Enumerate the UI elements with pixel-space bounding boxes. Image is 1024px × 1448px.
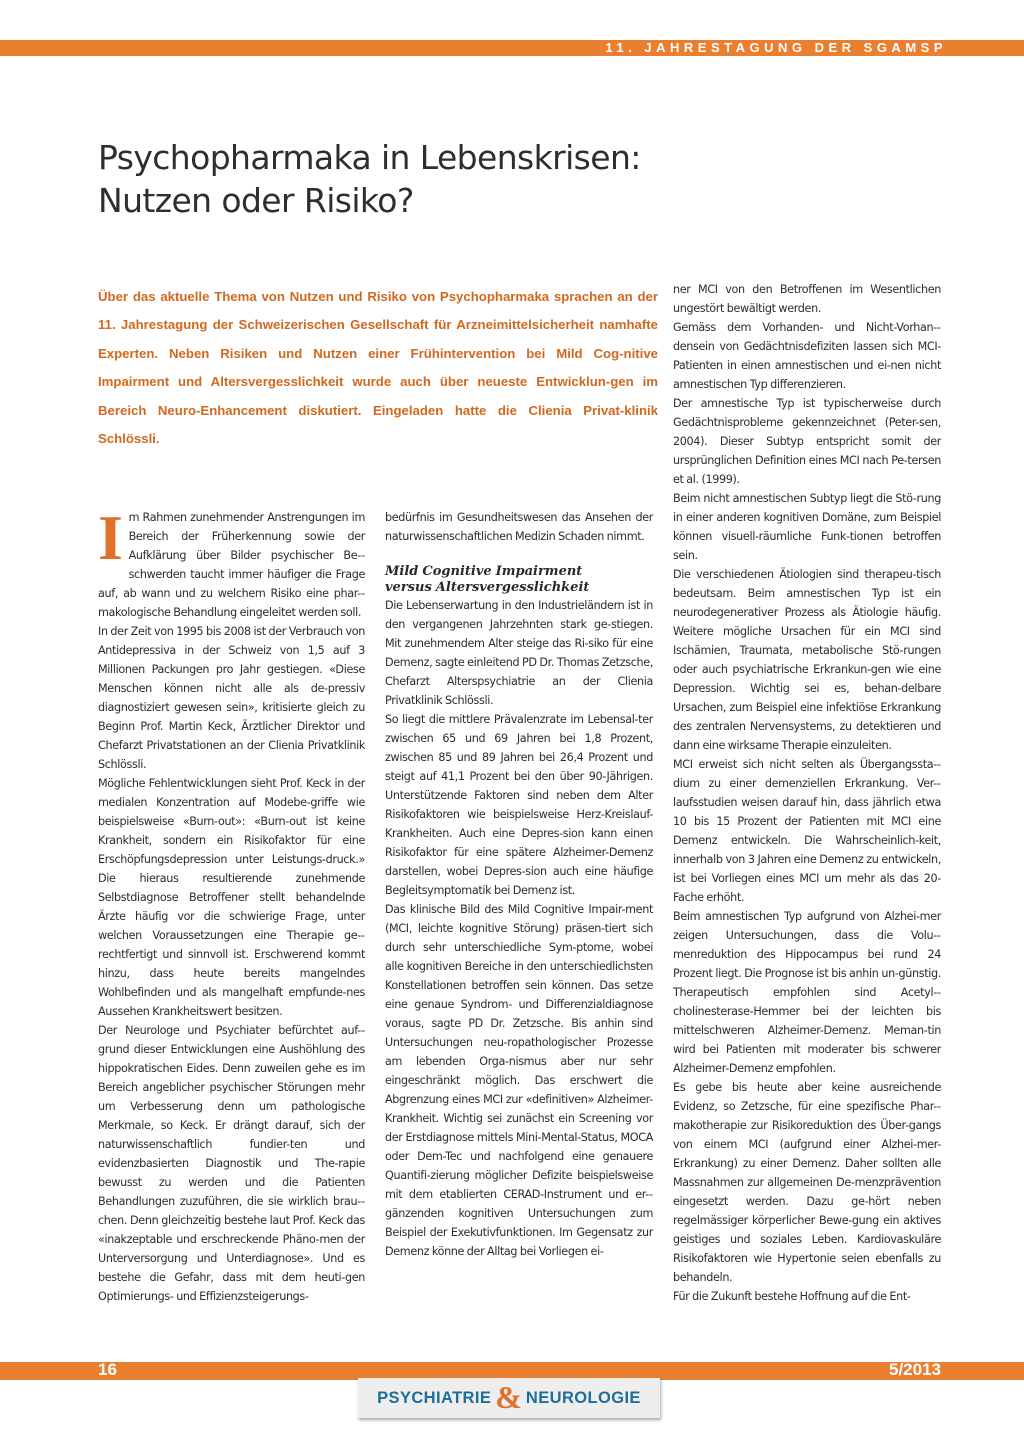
paragraph: MCI erweist sich nicht selten als Übergangssta-dium zu einer demenziellen Erkrankung. Ver-laufsstudien weisen darauf hin, dass jährlich etwa 10 bis 15 Prozent der Patienten mit MCI eine Demenz entwickeln. Die Wahrscheinlich-keit, innerhalb von 3 Jahren eine Demenz zu entwickeln, ist bei Vorliegen eines MCI um mehr als das 20-Fache erhöht. (673, 758, 941, 904)
text-column-1 (98, 502, 365, 1306)
section-subheading-line-2: versus Altersvergesslichkeit (385, 580, 590, 595)
paragraph: Der Neurologe und Psychiater befürchtet auf-grund dieser Entwicklungen eine Aushöhlung des hippokratischen Eides. Denn zuweilen gehe es im Bereich angeblicher psychischer Störungen mehr um Verbesserung denn um pathologische Merkmale, so Keck. Er drängt darauf, sich der naturwissenschaftlich fundier-ten und evidenzbasierten Diagnostik und The-rapie bewusst zu werden und die Patienten Behandlungen zuzuführen, die sie wirklich brau-chen. Denn gleichzeitig bestehe laut Prof. Keck das «inakzeptable und erschreckende Phäno-men der Unterversorgung und Unterdiagnose». Und es bestehe die Gefahr, dass mit dem heuti-gen Optimierungs- und Effizienzsteigerungs- (98, 1024, 365, 1303)
paragraph (98, 502, 365, 622)
paragraph: Mögliche Fehlentwicklungen sieht Prof. Keck in der medialen Konzentration auf Modebe-griffe wie beispielsweise «Burn-out»: «Burn-out ist keine Krankheit, sondern ein Risikofaktor für eine Erschöpfungsdepression unter Leistungs-druck.» Die hieraus resultierende zunehmende Selbstdiagnose Betroffener stellt behandelnde Ärzte häufig vor die schwierige Frage, unter welchen Voraussetzungen eine Therapie ge-rechtfertigt und sinnvoll ist. Erschwerend kommt hinzu, dass heute bereits mangelndes Wohlbefinden und als mangelhaft empfunde-nes Aussehen Krankheitswert besitzen. (98, 777, 365, 1018)
paragraph: So liegt die mittlere Prävalenzrate im Lebensal-ter zwischen 65 und 69 Jahren bei 1,8 Prozent, zwischen 85 und 89 Jahren bei 26,4 Prozent und steigt auf 41,1 Prozent bei den über 90-Jährigen. Unterstützende Faktoren sind neben dem Alter Risikofaktoren wie beispielsweise Herz-Kreislauf-Krankheiten. Auch eine Depres-sion kann einen Risikofaktor für eine spätere Alzheimer-Demenz darstellen, wobei Depres-sion auch eine häufige Begleitsymptomatik bei Demenz ist. (385, 713, 653, 897)
paragraph: Der amnestische Typ ist typischerweise durch Gedächtnisprobleme gekennzeichnet (Peter-sen, 2004). Dieser Subtyp entspricht somit der ursprünglichen Definition eines MCI nach Pe-tersen et al. (1999). (673, 397, 941, 486)
text-column-3 (673, 280, 941, 1306)
paragraph: bedürfnis im Gesundheitswesen das Ansehen der naturwissenschaftlichen Medizin Schaden nimmt. (385, 511, 653, 543)
drop-cap: I (98, 502, 123, 573)
paragraph: Gemäss dem Vorhanden- und Nicht-Vorhan-densein von Gedächtnisdefiziten lassen sich MCI-Patienten in einen amnestischen und ei-nen nicht amnestischen Typ differenzieren. (673, 321, 941, 391)
paragraph: Für die Zukunft bestehe Hoffnung auf die Ent- (673, 1290, 911, 1303)
article-lead: Über das aktuelle Thema von Nutzen und Risiko von Psychopharmaka sprachen an der 11. Jahrestagung der Schweizerischen Gesellschaft für Arzneimittelsicherheit namhafte Experten. Neben Risiken und Nutzen einer Frühintervention bei Mild Cog-nitive Impairment und Altersvergesslichkeit wurde auch über neueste Entwicklun-gen im Bereich Neuro-Enhancement diskutiert. Eingeladen hatte die Clienia Privat-klinik Schlössli. (98, 289, 658, 447)
paragraph-text: m Rahmen zunehmender Anstrengungen im Bereich der Früherkennung sowie der Aufklärung über Bilder psychischer Be-schwerden taucht immer häufiger die Frage auf, ab wann und zu welchem Risiko eine phar-makologische Behandlung eingeleitet werden soll. (98, 511, 365, 619)
paragraph: In der Zeit von 1995 bis 2008 ist der Verbrauch von Antidepressiva in der Schweiz von 1,5 auf 3 Millionen Packungen pro Jahr gestiegen. «Diese Menschen können nicht alle als de-pressiv diagnostiziert gewesen sein», kritisierte gleich zu Beginn Prof. Martin Keck, Ärztlicher Direktor und Chefarzt Privatstationen an der Clienia Privatklinik Schlössli. (98, 625, 365, 771)
article-title-line-2: Nutzen oder Risiko? (98, 181, 414, 220)
journal-name-psychiatrie: PSYCHIATRIE (377, 1388, 492, 1407)
paragraph: Es gebe bis heute aber keine ausreichende Evidenz, so Zetzsche, für eine spezifische Phar-makotherapie zur Risikoreduktion des Über-gangs von einem MCI (aufgrund einer Alzhei-mer-Erkrankung) zu einer Demenz. Daher sollten alle Massnahmen zur allgemeinen De-menzprävention eingesetzt werden. Dazu ge-hört neben regelmässiger körperlicher Bewe-gung ein aktives geistiges und soziales Leben. Kardiovaskuläre Risikofaktoren wie Hypertonie seien ebenfalls zu behandeln. (673, 1081, 941, 1284)
journal-ampersand: & (495, 1379, 522, 1415)
article-title-line-1: Psychopharmaka in Lebenskrisen: (98, 138, 641, 177)
text-column-2 (385, 508, 653, 1261)
paragraph: Beim nicht amnestischen Subtyp liegt die Stö-rung in einer anderen kognitiven Domäne, zum Beispiel können visuell-räumliche Funk-tionen betroffen sein. (673, 492, 941, 562)
journal-logo (358, 1378, 660, 1418)
section-subheading-line-1: Mild Cognitive Impairment (385, 564, 583, 579)
paragraph: Die Lebenserwartung in den Industrieländern ist in den vergangenen Jahrzehnten stark ge-stiegen. Mit zunehmendem Alter steige das Ri-siko für eine Demenz, sagte einleitend PD Dr. Thomas Zetzsche, Chefarzt Alterspsychiatrie an der Clienia Privatklinik Schlössli. (385, 599, 653, 707)
paragraph: Das klinische Bild des Mild Cognitive Impair-ment (MCI, leichte kognitive Störung) präsen-tiert sich durch sehr unterschiedliche Sym-ptome, wobei alle kognitiven Bereiche in den unterschiedlichsten Konstellationen betroffen sein können. Das setze eine genaue Syndrom- und Differenzialdiagnose voraus, sagte PD Dr. Zetzsche. Bis anhin sind Untersuchungen neu-ropathologischer Prozesse am lebenden Orga-nismus aber nur sehr eingeschränkt möglich. Das erschwert die Abgrenzung eines MCI zur «definitiven» Alzheimer-Krankheit. Wichtig sei zunächst ein Screening vor der Erstdiagnose mittels Mini-Mental-Status, MOCA oder Dem-Tec und nachfolgend eine genauere Quantifi-zierung möglicher Defizite beispielsweise mit dem etablierten CERAD-Instrument und er-gänzenden kognitiven Untersuchungen zum Beispiel der Exekutivfunktionen. Im Gegensatz zur Demenz könne der Alltag bei Vorliegen ei- (385, 903, 653, 1258)
conference-header-band (0, 40, 1024, 56)
conference-header-text: 11. JAHRESTAGUNG DER SGAMSP (605, 40, 947, 55)
article-title (98, 136, 738, 222)
page-number: 16 (98, 1360, 117, 1379)
section-subheading (385, 564, 653, 596)
journal-name-neurologie: NEUROLOGIE (525, 1388, 641, 1407)
paragraph: Beim amnestischen Typ aufgrund von Alzhei-mer zeigen Untersuchungen, dass die Volu-menreduktion des Hippocampus bei rund 24 Prozent liegt. Die Prognose ist bis anhin un-günstig. Therapeutisch empfohlen sind Acetyl-cholinesterase-Hemmer bei der leichten bis mittelschweren Alzheimer-Demenz. Meman-tin wird bei Patienten mit moderater bis schwerer Alzheimer-Demenz empfohlen. (673, 910, 941, 1075)
paragraph: Die verschiedenen Ätiologien sind therapeu-tisch bedeutsam. Beim amnestischen Typ ist ein neurodegenerativer Prozess als Ätiologie häufig. Weitere mögliche Ursachen für ein MCI sind Ischämien, Traumata, metabolische Stö-rungen oder auch psychiatrische Erkrankun-gen wie eine Depression. Wichtig sei es, behan-delbare Ursachen, zum Beispiel eine infektiöse Erkrankung des zentralen Nervensystems, zu detektieren und dann eine wirksame Therapie einzuleiten. (673, 568, 941, 752)
issue-number: 5/2013 (889, 1360, 941, 1379)
paragraph: ner MCI von den Betroffenen im Wesentlichen ungestört bewältigt werden. (673, 283, 941, 315)
